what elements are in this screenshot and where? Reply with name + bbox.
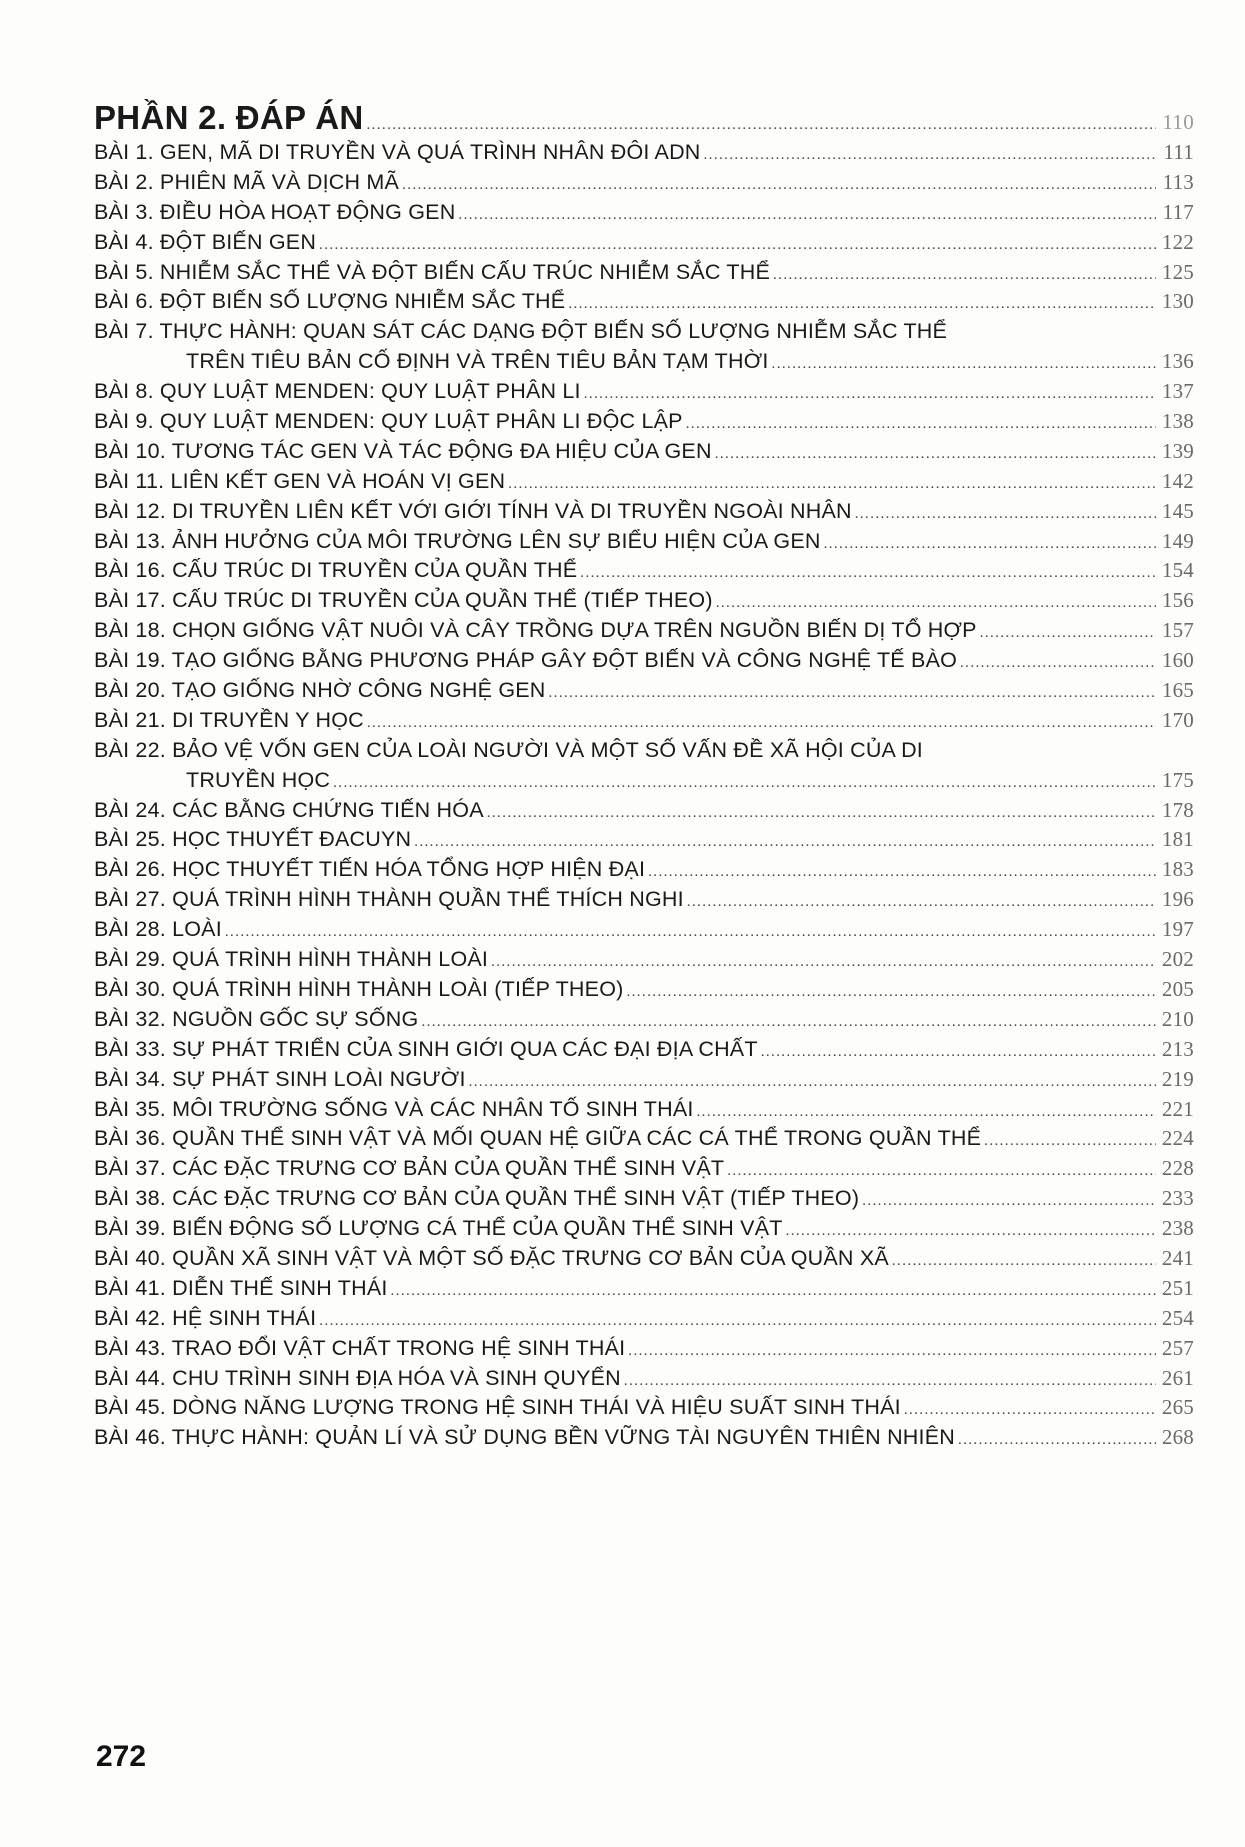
toc-entry-title: BÀI 21. DI TRUYỀN Y HỌC	[94, 707, 364, 732]
toc-entry-page-number: 170	[1161, 707, 1194, 732]
toc-entry-page-number: 113	[1162, 169, 1194, 194]
toc-entry[interactable]	[94, 556, 1194, 586]
toc-entry[interactable]	[94, 736, 1194, 766]
dot-leader	[904, 1396, 1156, 1426]
toc-entry[interactable]	[94, 198, 1194, 228]
dot-leader	[716, 589, 1156, 619]
toc-entry-title: BÀI 34. SỰ PHÁT SINH LOÀI NGƯỜI	[94, 1066, 466, 1091]
toc-entry[interactable]	[94, 945, 1194, 975]
toc-entry[interactable]	[94, 527, 1194, 557]
dot-leader	[648, 858, 1156, 888]
dot-leader	[855, 500, 1156, 530]
toc-entry-page-number: 268	[1161, 1425, 1194, 1450]
toc-entry-title: BÀI 45. DÒNG NĂNG LƯỢNG TRONG HỆ SINH THÁI VÀ HIỆU SUẤT SINH THÁI	[94, 1395, 901, 1420]
toc-entry[interactable]	[94, 437, 1194, 467]
toc-entry[interactable]	[94, 855, 1194, 885]
toc-entry-page-number: 157	[1161, 618, 1194, 643]
toc-entry[interactable]	[94, 1423, 1194, 1453]
toc-entry-page-number: 238	[1161, 1216, 1194, 1241]
toc-entry-title: BÀI 25. HỌC THUYẾT ĐACUYN	[94, 827, 412, 852]
toc-entry-title: BÀI 33. SỰ PHÁT TRIỂN CỦA SINH GIỚI QUA CÁC ĐẠI ĐỊA CHẤT	[94, 1036, 758, 1061]
toc-entry-title: BÀI 16. CẤU TRÚC DI TRUYỀN CỦA QUẦN THỂ	[94, 558, 578, 583]
toc-entry-page-number: 178	[1161, 797, 1194, 822]
toc-entry-title: TRÊN TIÊU BẢN CỐ ĐỊNH VÀ TRÊN TIÊU BẢN TẠM THỜI	[186, 349, 769, 374]
toc-entry-page-number: 117	[1162, 199, 1194, 224]
toc-entry-title: BÀI 44. CHU TRÌNH SINH ĐỊA HÓA VÀ SINH QUYỂN	[94, 1365, 621, 1390]
toc-entry[interactable]	[94, 975, 1194, 1005]
toc-entry[interactable]	[94, 377, 1194, 407]
toc-entry-page-number: 219	[1161, 1066, 1194, 1091]
dot-leader	[715, 440, 1156, 470]
toc-entry-title: BÀI 6. ĐỘT BIẾN SỐ LƯỢNG NHIỄM SẮC THỂ	[94, 289, 566, 314]
toc-entry[interactable]	[94, 1095, 1194, 1125]
dot-leader	[697, 1098, 1156, 1128]
toc-entry-page-number: 137	[1161, 379, 1194, 404]
toc-entry[interactable]	[94, 168, 1194, 198]
toc-entry-page-number: 125	[1161, 259, 1194, 284]
toc-entry-title: BÀI 37. CÁC ĐẶC TRƯNG CƠ BẢN CỦA QUẦN THỂ SINH VẬT	[94, 1156, 725, 1181]
section-title: PHẦN 2. ĐÁP ÁN	[94, 99, 364, 136]
toc-entry[interactable]	[94, 1244, 1194, 1274]
toc-entry-title: BÀI 17. CẤU TRÚC DI TRUYỀN CỦA QUẦN THỂ (TIẾP THEO)	[94, 588, 713, 613]
toc-entry-title: BÀI 35. MÔI TRƯỜNG SỐNG VÀ CÁC NHÂN TỐ SINH THÁI	[94, 1096, 694, 1121]
toc-entry-title: BÀI 12. DI TRUYỀN LIÊN KẾT VỚI GIỚI TÍNH VÀ DI TRUYỀN NGOÀI NHÂN	[94, 498, 852, 523]
toc-entry[interactable]	[94, 467, 1194, 497]
dot-leader	[980, 619, 1156, 649]
toc-entry[interactable]	[94, 676, 1194, 706]
toc-section-heading[interactable]	[94, 96, 1194, 140]
dot-leader	[624, 1367, 1156, 1397]
toc-entry-title: BÀI 32. NGUỒN GỐC SỰ SỐNG	[94, 1006, 419, 1031]
dot-leader	[414, 828, 1156, 858]
toc-entry-title: BÀI 42. HỆ SINH THÁI	[94, 1305, 317, 1330]
dot-leader	[628, 1337, 1156, 1367]
toc-entry[interactable]	[94, 796, 1194, 826]
toc-entry[interactable]	[94, 586, 1194, 616]
dot-leader	[549, 679, 1156, 709]
toc-entry[interactable]	[94, 1304, 1194, 1334]
toc-entry-title: BÀI 3. ĐIỀU HÒA HOẠT ĐỘNG GEN	[94, 199, 456, 224]
toc-entry[interactable]	[94, 915, 1194, 945]
dot-leader	[319, 231, 1156, 261]
dot-leader	[984, 1127, 1156, 1157]
dot-leader	[584, 380, 1156, 410]
toc-entry-page-number: 254	[1161, 1305, 1194, 1330]
dot-leader	[686, 410, 1156, 440]
toc-entry[interactable]	[94, 1035, 1194, 1065]
toc-entry[interactable]	[94, 1364, 1194, 1394]
toc-entry-page-number: 251	[1161, 1275, 1194, 1300]
toc-entry-page-number: 261	[1161, 1365, 1194, 1390]
toc-entry-page-number: 165	[1161, 678, 1194, 703]
toc-entry-title: BÀI 28. LOÀI	[94, 917, 222, 942]
toc-entry-page-number: 257	[1161, 1335, 1194, 1360]
page-number: 272	[96, 1740, 147, 1773]
toc-entry-page-number: 149	[1161, 528, 1194, 553]
toc-entry-title: BÀI 7. THỰC HÀNH: QUAN SÁT CÁC DẠNG ĐỘT BIẾN SỐ LƯỢNG NHIỄM SẮC THỂ	[94, 319, 948, 344]
toc-entry-page-number: 111	[1163, 140, 1194, 164]
dot-leader	[626, 978, 1156, 1008]
toc-entry-title: BÀI 38. CÁC ĐẶC TRƯNG CƠ BẢN CỦA QUẦN THỂ SINH VẬT (TIẾP THEO)	[94, 1186, 860, 1211]
toc-entry-title: BÀI 11. LIÊN KẾT GEN VÀ HOÁN VỊ GEN	[94, 468, 506, 493]
toc-entry-title: BÀI 22. BẢO VỆ VỐN GEN CỦA LOÀI NGƯỜI VÀ MỘT SỐ VẤN ĐỀ XÃ HỘI CỦA DI	[94, 737, 923, 762]
dot-leader	[402, 171, 1156, 201]
dot-leader	[761, 1038, 1156, 1068]
toc-entry-page-number: 265	[1161, 1395, 1194, 1420]
toc-entry[interactable]	[94, 1124, 1194, 1154]
dot-leader	[862, 1187, 1156, 1217]
dot-leader	[892, 1247, 1156, 1277]
toc-entry[interactable]	[94, 825, 1194, 855]
toc-entry-page-number: 175	[1161, 767, 1194, 792]
toc-entry-page-number: 122	[1161, 229, 1194, 254]
toc-entry-page-number: 224	[1161, 1126, 1194, 1151]
dot-leader	[824, 530, 1156, 560]
toc-entry-title: BÀI 18. CHỌN GIỐNG VẬT NUÔI VÀ CÂY TRỒNG DỰA TRÊN NGUỒN BIẾN DỊ TỔ HỢP	[94, 618, 977, 643]
toc-entries	[94, 138, 1194, 1453]
dot-leader	[469, 1068, 1156, 1098]
toc-entry[interactable]	[94, 1334, 1194, 1364]
toc-entry[interactable]	[94, 1005, 1194, 1035]
toc-entry[interactable]	[94, 706, 1194, 736]
toc-entry-title: BÀI 41. DIỄN THẾ SINH THÁI	[94, 1275, 388, 1300]
toc-entry[interactable]	[94, 228, 1194, 258]
toc-entry[interactable]	[94, 407, 1194, 437]
toc-entry-continuation[interactable]	[94, 347, 1194, 377]
toc-entry-page-number: 183	[1161, 857, 1194, 882]
dot-leader	[568, 290, 1156, 320]
toc-entry-title: BÀI 24. CÁC BẰNG CHỨNG TIẾN HÓA	[94, 797, 484, 822]
dot-leader	[367, 709, 1156, 739]
toc-entry-title: BÀI 19. TẠO GIỐNG BẰNG PHƯƠNG PHÁP GÂY ĐỘT BIẾN VÀ CÔNG NGHỆ TẾ BÀO	[94, 648, 958, 673]
toc-entry-title: BÀI 8. QUY LUẬT MENDEN: QUY LUẬT PHÂN LI	[94, 379, 581, 404]
toc-entry[interactable]	[94, 1065, 1194, 1095]
section-page-number: 110	[1162, 110, 1194, 134]
toc-entry-page-number: 241	[1161, 1245, 1194, 1270]
dot-leader	[508, 470, 1156, 500]
dot-leader	[580, 559, 1156, 589]
dot-leader	[333, 769, 1156, 799]
toc-entry-title: BÀI 9. QUY LUẬT MENDEN: QUY LUẬT PHÂN LI ĐỘC LẬP	[94, 409, 683, 434]
toc-entry[interactable]	[94, 258, 1194, 288]
toc-entry-title: BÀI 43. TRAO ĐỔI VẬT CHẤT TRONG HỆ SINH THÁI	[94, 1335, 626, 1360]
toc-entry-title: BÀI 46. THỰC HÀNH: QUẢN LÍ VÀ SỬ DỤNG BỀN VỮNG TÀI NGUYÊN THIÊN NHIÊN	[94, 1425, 955, 1450]
toc-entry-page-number: 221	[1161, 1096, 1194, 1121]
toc-entry[interactable]	[94, 317, 1194, 347]
toc-entry-title: BÀI 2. PHIÊN MÃ VÀ DỊCH MÃ	[94, 169, 400, 194]
toc-entry-page-number: 138	[1161, 409, 1194, 434]
dot-leader	[458, 201, 1156, 231]
toc-entry-continuation[interactable]	[94, 766, 1194, 796]
toc-entry-page-number: 197	[1161, 917, 1194, 942]
dot-leader	[391, 1277, 1156, 1307]
toc-entry-page-number: 196	[1161, 887, 1194, 912]
toc-entry[interactable]	[94, 497, 1194, 527]
toc-entry-title: BÀI 29. QUÁ TRÌNH HÌNH THÀNH LOÀI	[94, 947, 489, 972]
dot-leader	[958, 1426, 1156, 1456]
toc-entry-title: BÀI 30. QUÁ TRÌNH HÌNH THÀNH LOÀI (TIẾP THEO)	[94, 976, 624, 1001]
dot-leader	[772, 350, 1156, 380]
toc-entry-title: BÀI 36. QUẦN THỂ SINH VẬT VÀ MỐI QUAN HỆ GIỮA CÁC CÁ THỂ TRONG QUẦN THỂ	[94, 1126, 982, 1151]
toc-entry-title: BÀI 13. ẢNH HƯỞNG CỦA MÔI TRƯỜNG LÊN SỰ BIỂU HIỆN CỦA GEN	[94, 528, 821, 553]
toc-entry[interactable]	[94, 616, 1194, 646]
toc-entry-title: BÀI 39. BIẾN ĐỘNG SỐ LƯỢNG CÁ THỂ CỦA QUẦN THỂ SINH VẬT	[94, 1216, 783, 1241]
dot-leader	[727, 1157, 1156, 1187]
dot-leader	[687, 888, 1156, 918]
toc-entry-title: BÀI 40. QUẦN XÃ SINH VẬT VÀ MỘT SỐ ĐẶC TRƯNG CƠ BẢN CỦA QUẦN XÃ	[94, 1245, 889, 1270]
toc-entry-page-number: 233	[1161, 1186, 1194, 1211]
toc-entry-page-number: 213	[1161, 1036, 1194, 1061]
toc-entry-title: BÀI 4. ĐỘT BIẾN GEN	[94, 229, 317, 254]
table-of-contents	[94, 96, 1194, 1453]
toc-entry-page-number: 205	[1161, 976, 1194, 1001]
toc-entry[interactable]	[94, 885, 1194, 915]
toc-entry[interactable]	[94, 138, 1194, 168]
toc-entry-page-number: 130	[1161, 289, 1194, 314]
dot-leader	[491, 948, 1156, 978]
toc-entry-page-number: 228	[1161, 1156, 1194, 1181]
toc-entry-page-number: 136	[1161, 349, 1194, 374]
toc-entry-page-number: 160	[1161, 648, 1194, 673]
dot-leader	[773, 261, 1156, 291]
toc-entry-page-number: 154	[1161, 558, 1194, 583]
dot-leader	[786, 1217, 1156, 1247]
dot-leader	[960, 649, 1156, 679]
dot-leader	[225, 918, 1156, 948]
toc-entry[interactable]	[94, 1214, 1194, 1244]
toc-entry-page-number: 156	[1161, 588, 1194, 613]
toc-entry-title: BÀI 1. GEN, MÃ DI TRUYỀN VÀ QUÁ TRÌNH NHÂN ĐÔI ADN	[94, 140, 701, 164]
toc-entry[interactable]	[94, 1184, 1194, 1214]
toc-entry[interactable]	[94, 1274, 1194, 1304]
toc-entry-title: BÀI 27. QUÁ TRÌNH HÌNH THÀNH QUẦN THỂ THÍCH NGHI	[94, 887, 684, 912]
dot-leader	[319, 1307, 1156, 1337]
dot-leader	[704, 141, 1156, 171]
toc-entry-title: BÀI 10. TƯƠNG TÁC GEN VÀ TÁC ĐỘNG ĐA HIỆU CỦA GEN	[94, 438, 712, 463]
dot-leader	[487, 799, 1156, 829]
toc-entry-page-number: 181	[1161, 827, 1194, 852]
dot-leader	[421, 1008, 1156, 1038]
toc-entry-title: TRUYỀN HỌC	[186, 767, 331, 792]
toc-entry-title: BÀI 20. TẠO GIỐNG NHỜ CÔNG NGHỆ GEN	[94, 678, 546, 703]
toc-entry-title: BÀI 26. HỌC THUYẾT TIẾN HÓA TỔNG HỢP HIỆN ĐẠI	[94, 857, 646, 882]
toc-entry[interactable]	[94, 1154, 1194, 1184]
toc-entry-page-number: 139	[1161, 438, 1194, 463]
toc-entry-page-number: 145	[1161, 498, 1194, 523]
toc-entry-title: BÀI 5. NHIỄM SẮC THỂ VÀ ĐỘT BIẾN CẤU TRÚC NHIỄM SẮC THỂ	[94, 259, 771, 284]
toc-entry[interactable]	[94, 646, 1194, 676]
toc-entry[interactable]	[94, 1393, 1194, 1423]
toc-entry-page-number: 142	[1161, 468, 1194, 493]
toc-entry[interactable]	[94, 287, 1194, 317]
toc-entry-page-number: 210	[1161, 1006, 1194, 1031]
toc-entry-page-number: 202	[1161, 947, 1194, 972]
